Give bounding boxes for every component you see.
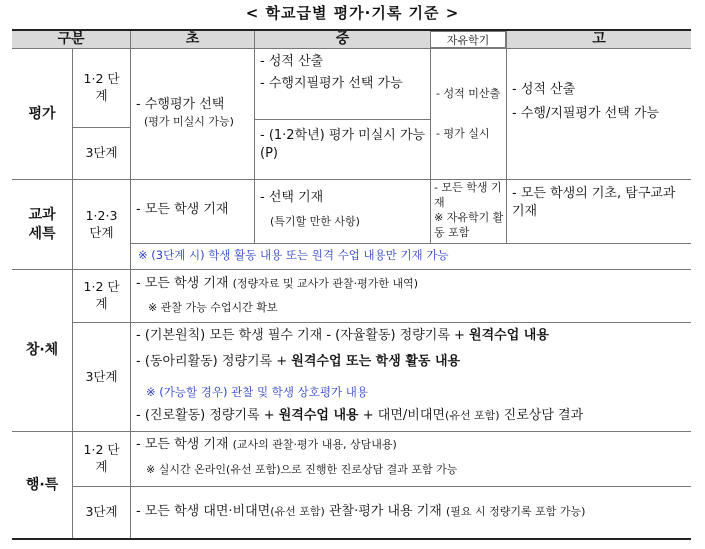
creative-s12-paren: (정량자료 및 교사가 관찰·평가한 내역) xyxy=(232,277,419,290)
behavior-stage-3: 3단계 xyxy=(85,504,118,520)
behavior-s3-rest: 관찰·평가 내용 기재 xyxy=(324,504,442,519)
creative-stage-1-2: 1·2 단계 xyxy=(83,279,120,311)
subject-footnote: ※ (3단계 시) 학생 활동 내용 또는 원격 수업 내용만 기재 가능 xyxy=(138,248,449,262)
eval-middle-performance: - 수행지필평가 선택 가능 xyxy=(260,76,403,91)
subject-elementary: - 모든 학생 기재 xyxy=(136,202,229,217)
behavior-s3-note: (필요 시 정량기록 포함 가능) xyxy=(445,505,586,518)
header-high: 고 xyxy=(506,31,691,48)
eval-high-score: - 성적 산출 xyxy=(512,82,576,97)
creative-career-result: 진로상담 결과 xyxy=(499,408,584,423)
row-label-creative: 창·체 xyxy=(25,342,59,359)
header-middle: 중 xyxy=(254,31,430,48)
row-label-evaluation: 평가 xyxy=(28,105,56,122)
criteria-table xyxy=(12,29,691,540)
behavior-s12-note: ※ 실시간 온라인(유선 포함)으로 진행한 진로상담 결과 포함 가능 xyxy=(146,463,458,476)
subject-stage: 1·2·3 단계 xyxy=(85,207,118,240)
subject-middle-main: - 선택 기재 xyxy=(260,190,324,205)
creative-remote-content: 원격수업 내용 xyxy=(469,328,549,343)
header-elementary: 초 xyxy=(130,31,254,48)
eval-middle-score: - 성적 산출 xyxy=(260,54,324,69)
eval-elementary-main: - 수행평가 선택 xyxy=(136,97,225,112)
page-title: < 학교급별 평가·기록 기준 > xyxy=(245,4,460,22)
row-label-behavior: 행·특 xyxy=(25,476,59,493)
subject-free-all: - 모든 학생 기재 xyxy=(434,181,502,209)
behavior-s3-phone: (유선 포함) xyxy=(270,505,325,518)
creative-club: - (동아리활동) 정량기록 + xyxy=(136,354,292,369)
subject-high: - 모든 학생의 기초, 탐구교과 기재 xyxy=(512,186,676,219)
eval-middle-no-eval: - (1·2학년) 평가 미실시 가능(P) xyxy=(260,128,426,161)
creative-s12-main: - 모든 학생 기재 xyxy=(136,276,229,291)
behavior-s3-main: - 모든 학생 대면·비대면 xyxy=(136,504,271,519)
behavior-stage-1-2: 1·2 단계 xyxy=(83,442,120,474)
header-category: 구분 xyxy=(12,31,130,48)
behavior-s12-main: - 모든 학생 기재 xyxy=(136,437,229,452)
creative-career-face: + 대면/비대면 xyxy=(358,408,445,423)
creative-basic-autonomous: - (기본원칙) 모든 학생 필수 기재 - (자율활동) 정량기록 + xyxy=(136,328,470,343)
eval-high-performance: - 수행/지필평가 선택 가능 xyxy=(512,106,660,121)
creative-career-phone: (유선 포함) xyxy=(444,409,500,422)
eval-elementary-note: (평가 미실시 가능) xyxy=(144,115,234,128)
behavior-s12-paren: (교사의 관찰·평가 내용, 상담내용) xyxy=(232,438,397,451)
creative-career-remote: 원격수업 내용 xyxy=(278,408,359,423)
creative-club-content: 원격수업 또는 학생 활동 내용 xyxy=(291,354,461,369)
eval-free-no-score: - 성적 미산출 xyxy=(436,87,501,100)
eval-free-conduct: - 평가 실시 xyxy=(436,127,490,140)
creative-career: - (진로활동) 정량기록 + xyxy=(136,408,279,423)
subject-middle-note: (특기할 만한 사항) xyxy=(270,215,360,228)
subject-free-activity: ※ 자유학기 활동 포함 xyxy=(434,211,504,239)
creative-peer-note: ※ (가능할 경우) 관찰 및 학생 상호평가 내용 xyxy=(146,385,368,399)
header-free-semester: 자유학기 xyxy=(430,31,506,48)
row-label-subject: 교과 세특 xyxy=(28,206,56,242)
creative-stage-3: 3단계 xyxy=(85,368,118,384)
eval-stage-1-2: 1·2 단계 xyxy=(83,71,120,103)
creative-s12-note: ※ 관찰 가능 수업시간 확보 xyxy=(148,301,278,314)
eval-stage-3: 3단계 xyxy=(85,145,118,161)
